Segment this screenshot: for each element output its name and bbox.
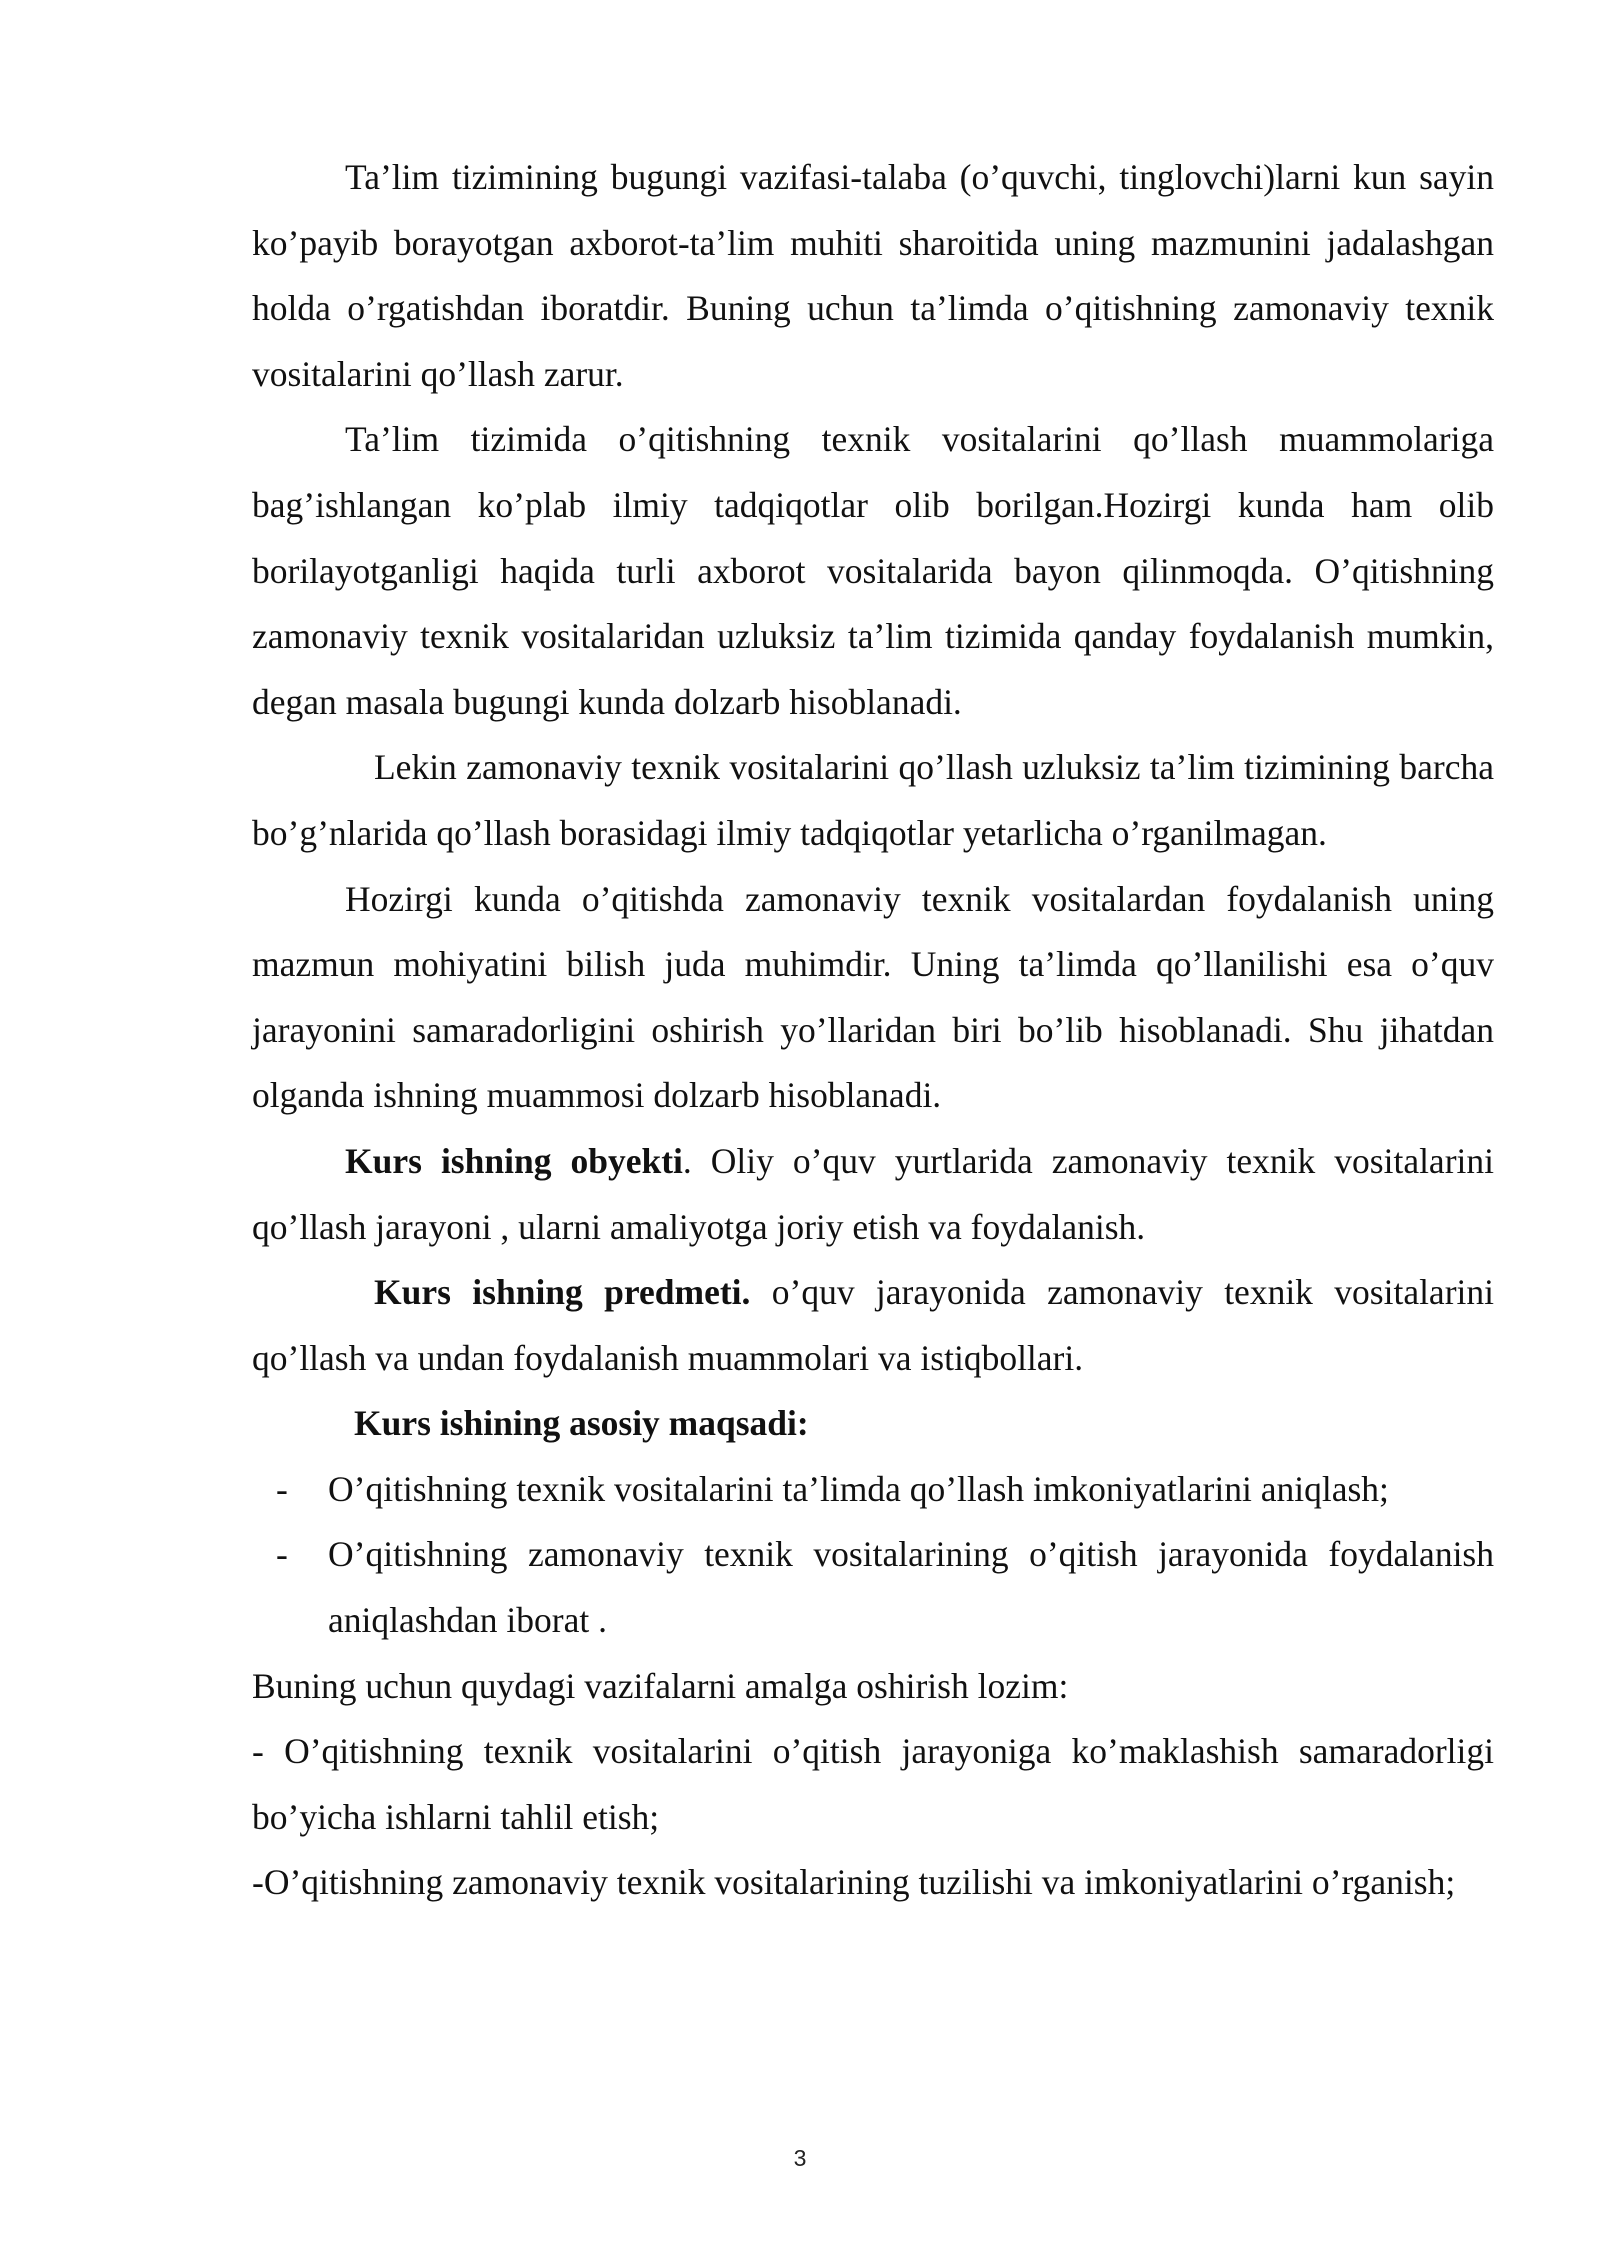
list-dash: - (276, 1534, 288, 1575)
page-number: 3 (793, 2145, 807, 2171)
paragraph-intro: Ta’lim tizimining bugungi vazifasi-talaba (o’quvchi, tinglovchi)larni kun sayin ko’payib borayotgan axborot-ta’lim muhiti sharoitida uning mazmunini jadalashgan holda o’rgatishdan iboratdir. Buning uchun ta’limda o’qitishning zamonaviy texnik vositalarini qo’llash zarur. (252, 157, 1494, 394)
object-text: . Oliy o’quv yurtlarida zamonaviy texnik vositalarini qo’llash jarayoni , ularni amaliyotga joriy etish va foydalanish. (252, 1140, 1494, 1247)
document-body (252, 145, 1494, 1916)
paragraph-research-gap: Lekin zamonaviy texnik vositalarini qo’llash uzluksiz ta’lim tizimining barcha bo’g’nlarida qo’llash borasidagi ilmiy tadqiqotlar yetarlicha o’rganilmagan. (252, 747, 1494, 853)
subject-heading: Kurs ishning predmeti. (374, 1272, 751, 1313)
goal-text: O’qitishning texnik vositalarini ta’limda qo’llash imkoniyatlarini aniqlash; (328, 1468, 1389, 1509)
goal-heading: Kurs ishining asosiy maqsadi: (354, 1403, 809, 1444)
object-heading: Kurs ishning obyekti (345, 1140, 683, 1181)
subject-text: o’quv jarayonida zamonaviy texnik vositalarini qo’llash va undan foydalanish muammolari va istiqbollari. (252, 1272, 1494, 1378)
paragraph-subject (252, 1260, 1494, 1391)
tasks-intro: Buning uchun quydagi vazifalarni amalga oshirish lozim: (252, 1665, 1069, 1706)
goal-list-item (252, 1522, 1494, 1653)
paragraph-research-review: Ta’lim tizimida o’qitishning texnik vositalarini qo’llash muammolariga bag’ishlangan ko’plab ilmiy tadqiqotlar olib borilgan.Hozirgi kunda ham olib borilayotganligi haqida turli axborot vositalarida bayon qilinmoqda. O’qitishning zamonaviy texnik vositalaridan uzluksiz ta’lim tizimida qanday foydalanish mumkin, degan masala bugungi kunda dolzarb hisoblanadi. (252, 419, 1494, 722)
task-item: - O’qitishning texnik vositalarini o’qitish jarayoniga ko’maklashish samaradorligi bo’yicha ishlarni tahlil etish; (252, 1731, 1494, 1837)
goal-list-item (252, 1457, 1494, 1523)
list-dash: - (276, 1468, 288, 1509)
paragraph-relevance: Hozirgi kunda o’qitishda zamonaviy texnik vositalardan foydalanish uning mazmun mohiyatini bilish juda muhimdir. Uning ta’limda qo’llanilishi esa o’quv jarayonini samaradorligini oshirish yo’llaridan biri bo’lib hisoblanadi. Shu jihatdan olganda ishning muammosi dolzarb hisoblanadi. (252, 878, 1494, 1116)
goal-text: O’qitishning zamonaviy texnik vositalarining o’qitish jarayonida foydalanish aniqlashdan iborat . (328, 1534, 1494, 1641)
paragraph-goal-heading (252, 1391, 1494, 1457)
task-item: -O’qitishning zamonaviy texnik vositalarining tuzilishi va imkoniyatlarini o’rganish; (252, 1862, 1456, 1903)
paragraph-object (252, 1129, 1494, 1260)
